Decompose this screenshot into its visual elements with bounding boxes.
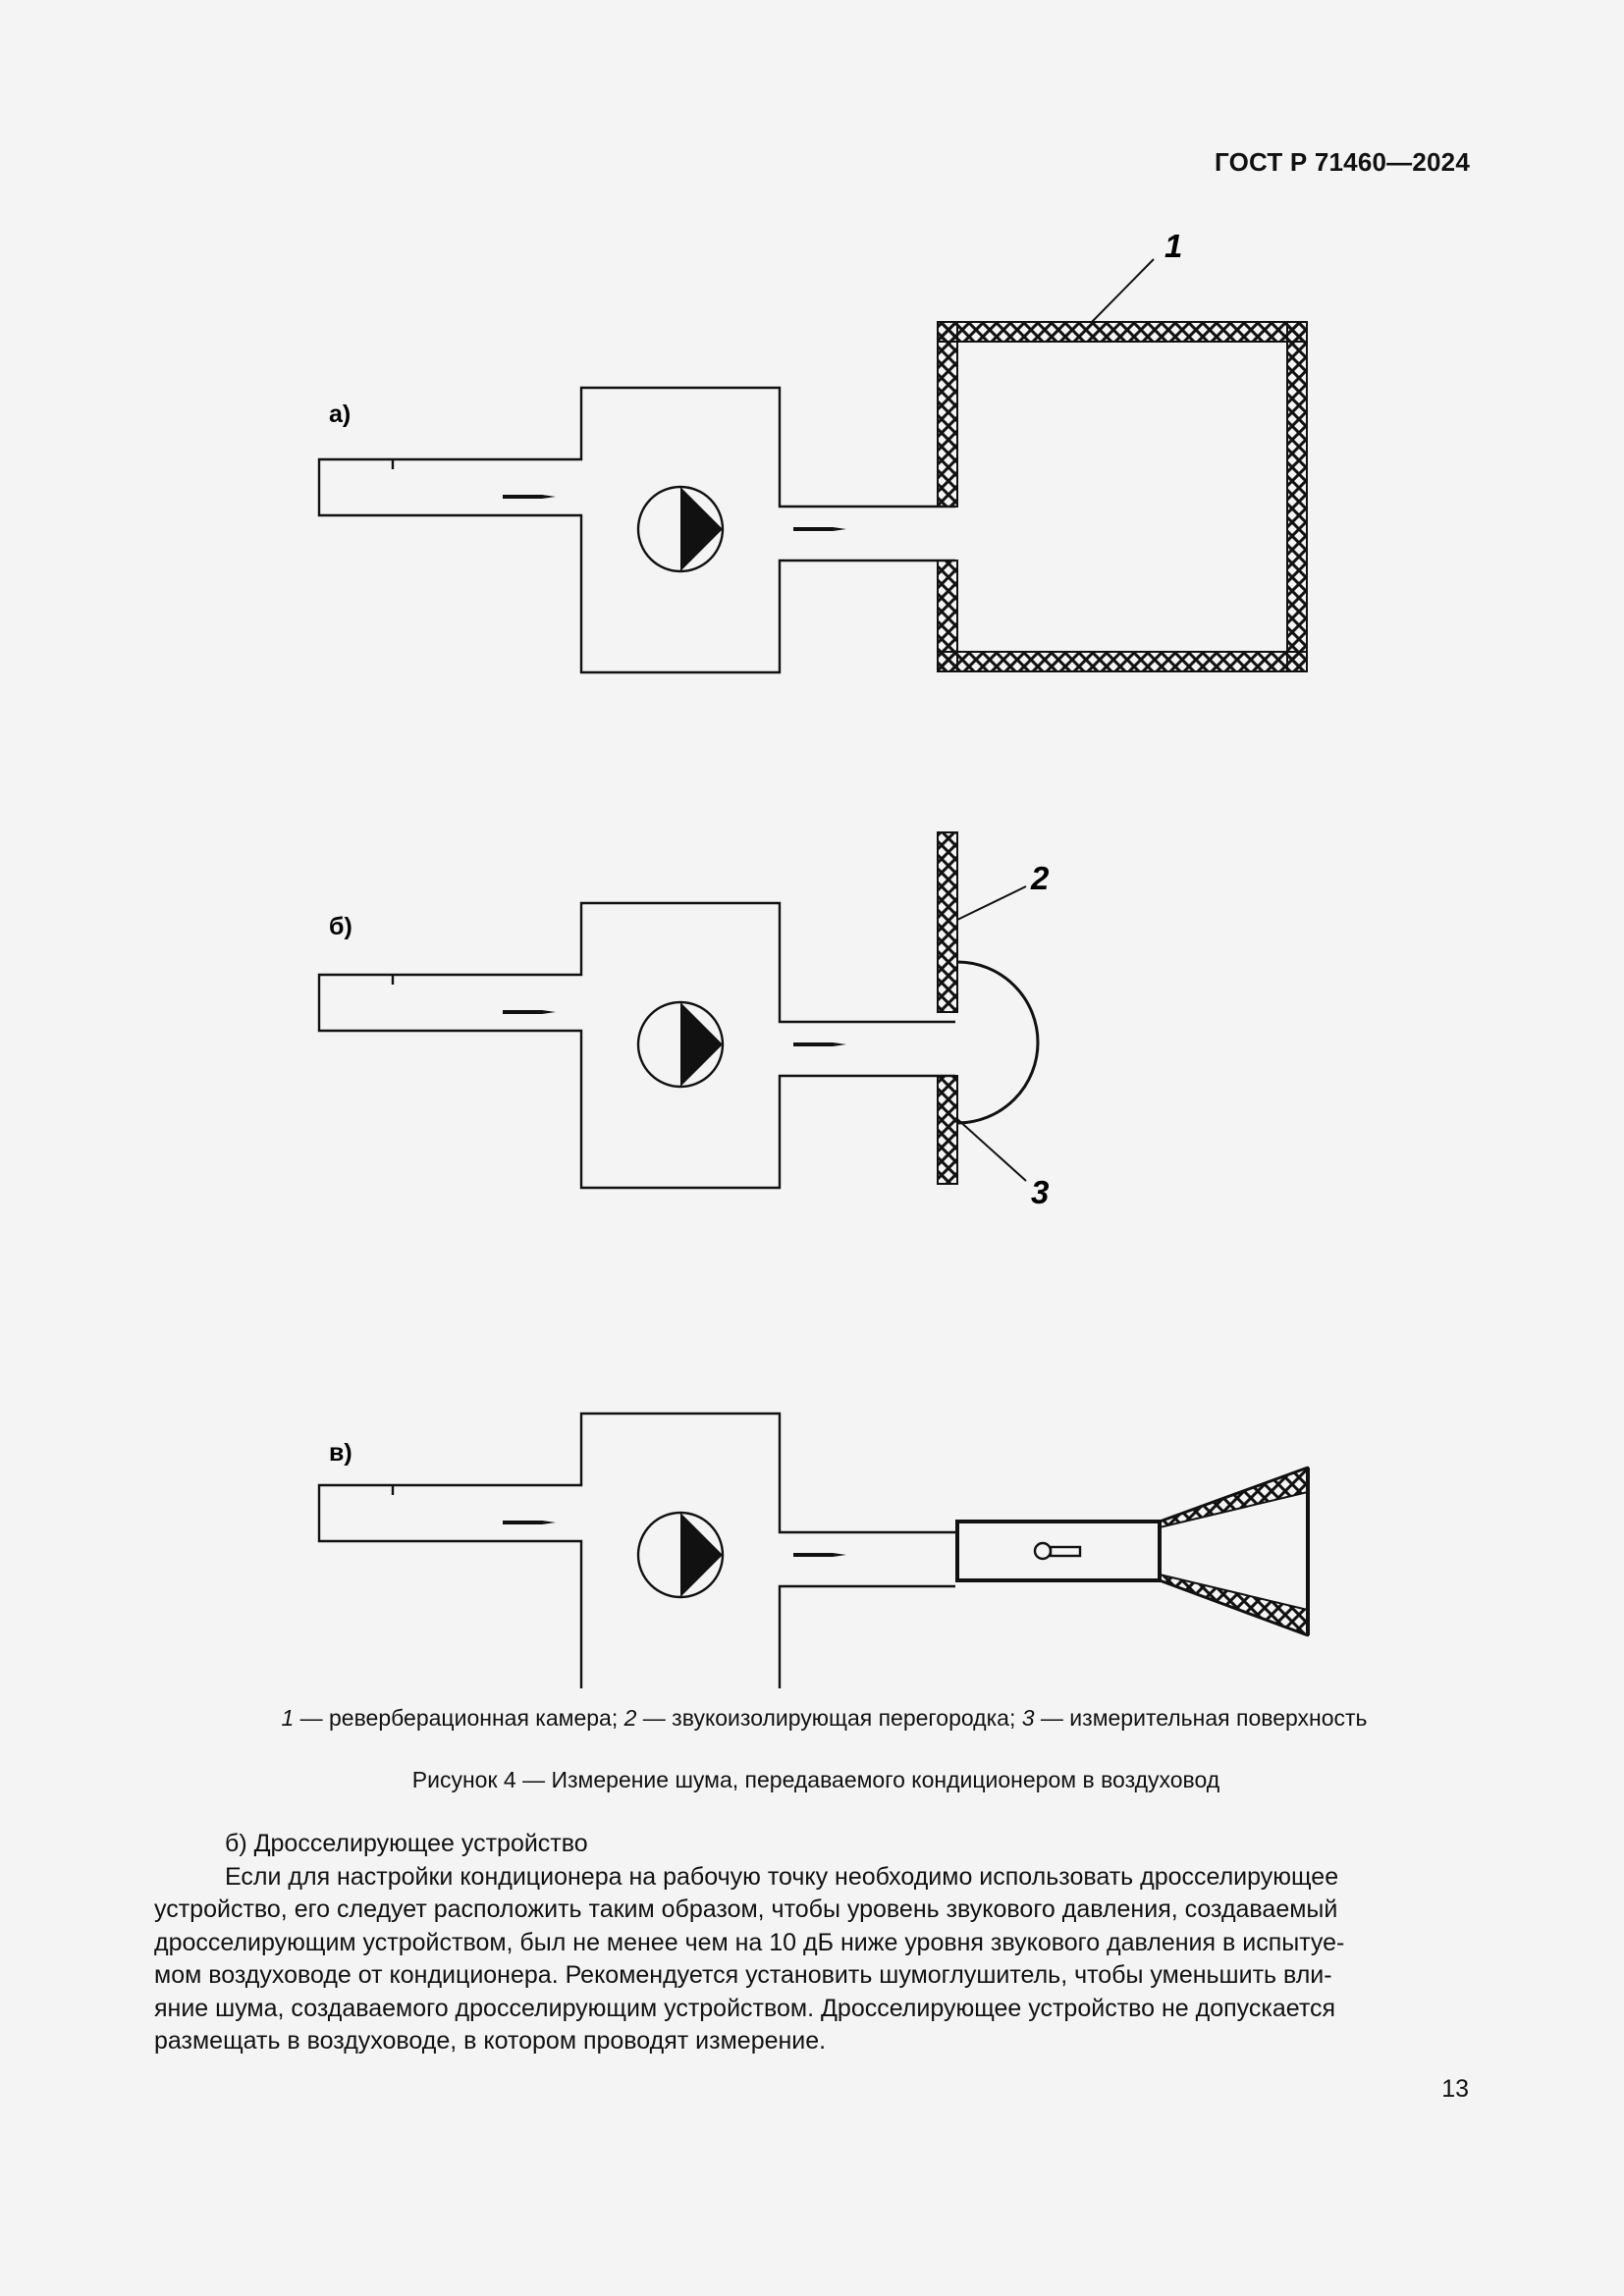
subheading: б) Дросселирующее устройство (225, 1830, 588, 1857)
paragraph-line: дросселирующим устройством, был не менее чем на 10 дБ ниже уровня звукового давления в испытуе- (154, 1928, 1345, 1956)
figure-legend (0, 1705, 1624, 1732)
panel-b-label: б) (329, 913, 352, 940)
paragraph-line: яние шума, создаваемого дросселирующим устройством. Дросселирующее устройство не допускается (154, 1994, 1336, 2022)
legend-num-2: 2 (623, 1705, 637, 1731)
page-number: 13 (1441, 2075, 1469, 2103)
figure-caption: Рисунок 4 — Измерение шума, передаваемого кондиционером в воздуховод (411, 1767, 1220, 1792)
panel-a-label: а) (329, 400, 352, 428)
document-header: ГОСТ Р 71460—2024 (1215, 147, 1470, 177)
panel-a-diagram (319, 228, 1307, 672)
legend-text-1: — реверберационная камера; (294, 1705, 624, 1731)
paragraph-line: Если для настройки кондиционера на рабочую точку необходимо использовать дросселирующее (225, 1862, 1339, 1891)
legend-num-3: 3 (1021, 1705, 1035, 1731)
panel-v-diagram (319, 1414, 1308, 1688)
legend-text-3: — измерительная поверхность (1034, 1705, 1368, 1731)
body-text (154, 1828, 1470, 2058)
callout-3: 3 (1031, 1174, 1050, 1210)
callout-2: 2 (1031, 860, 1050, 896)
panel-b-diagram (319, 832, 1050, 1210)
paragraph-line: устройство, его следует расположить таким образом, чтобы уровень звукового давления, создаваемый (154, 1896, 1338, 1923)
paragraph-line: размещать в воздуховоде, в котором проводят измерение. (154, 2027, 827, 2055)
callout-1: 1 (1164, 228, 1183, 264)
legend-text-2: — звукоизолирующая перегородка; (636, 1705, 1022, 1731)
panel-v-label: в) (329, 1439, 352, 1467)
legend-num-1: 1 (281, 1705, 295, 1731)
paragraph-line: мом воздуховоде от кондиционера. Рекомендуется установить шумоглушитель, чтобы уменьшить вли- (154, 1961, 1332, 1989)
